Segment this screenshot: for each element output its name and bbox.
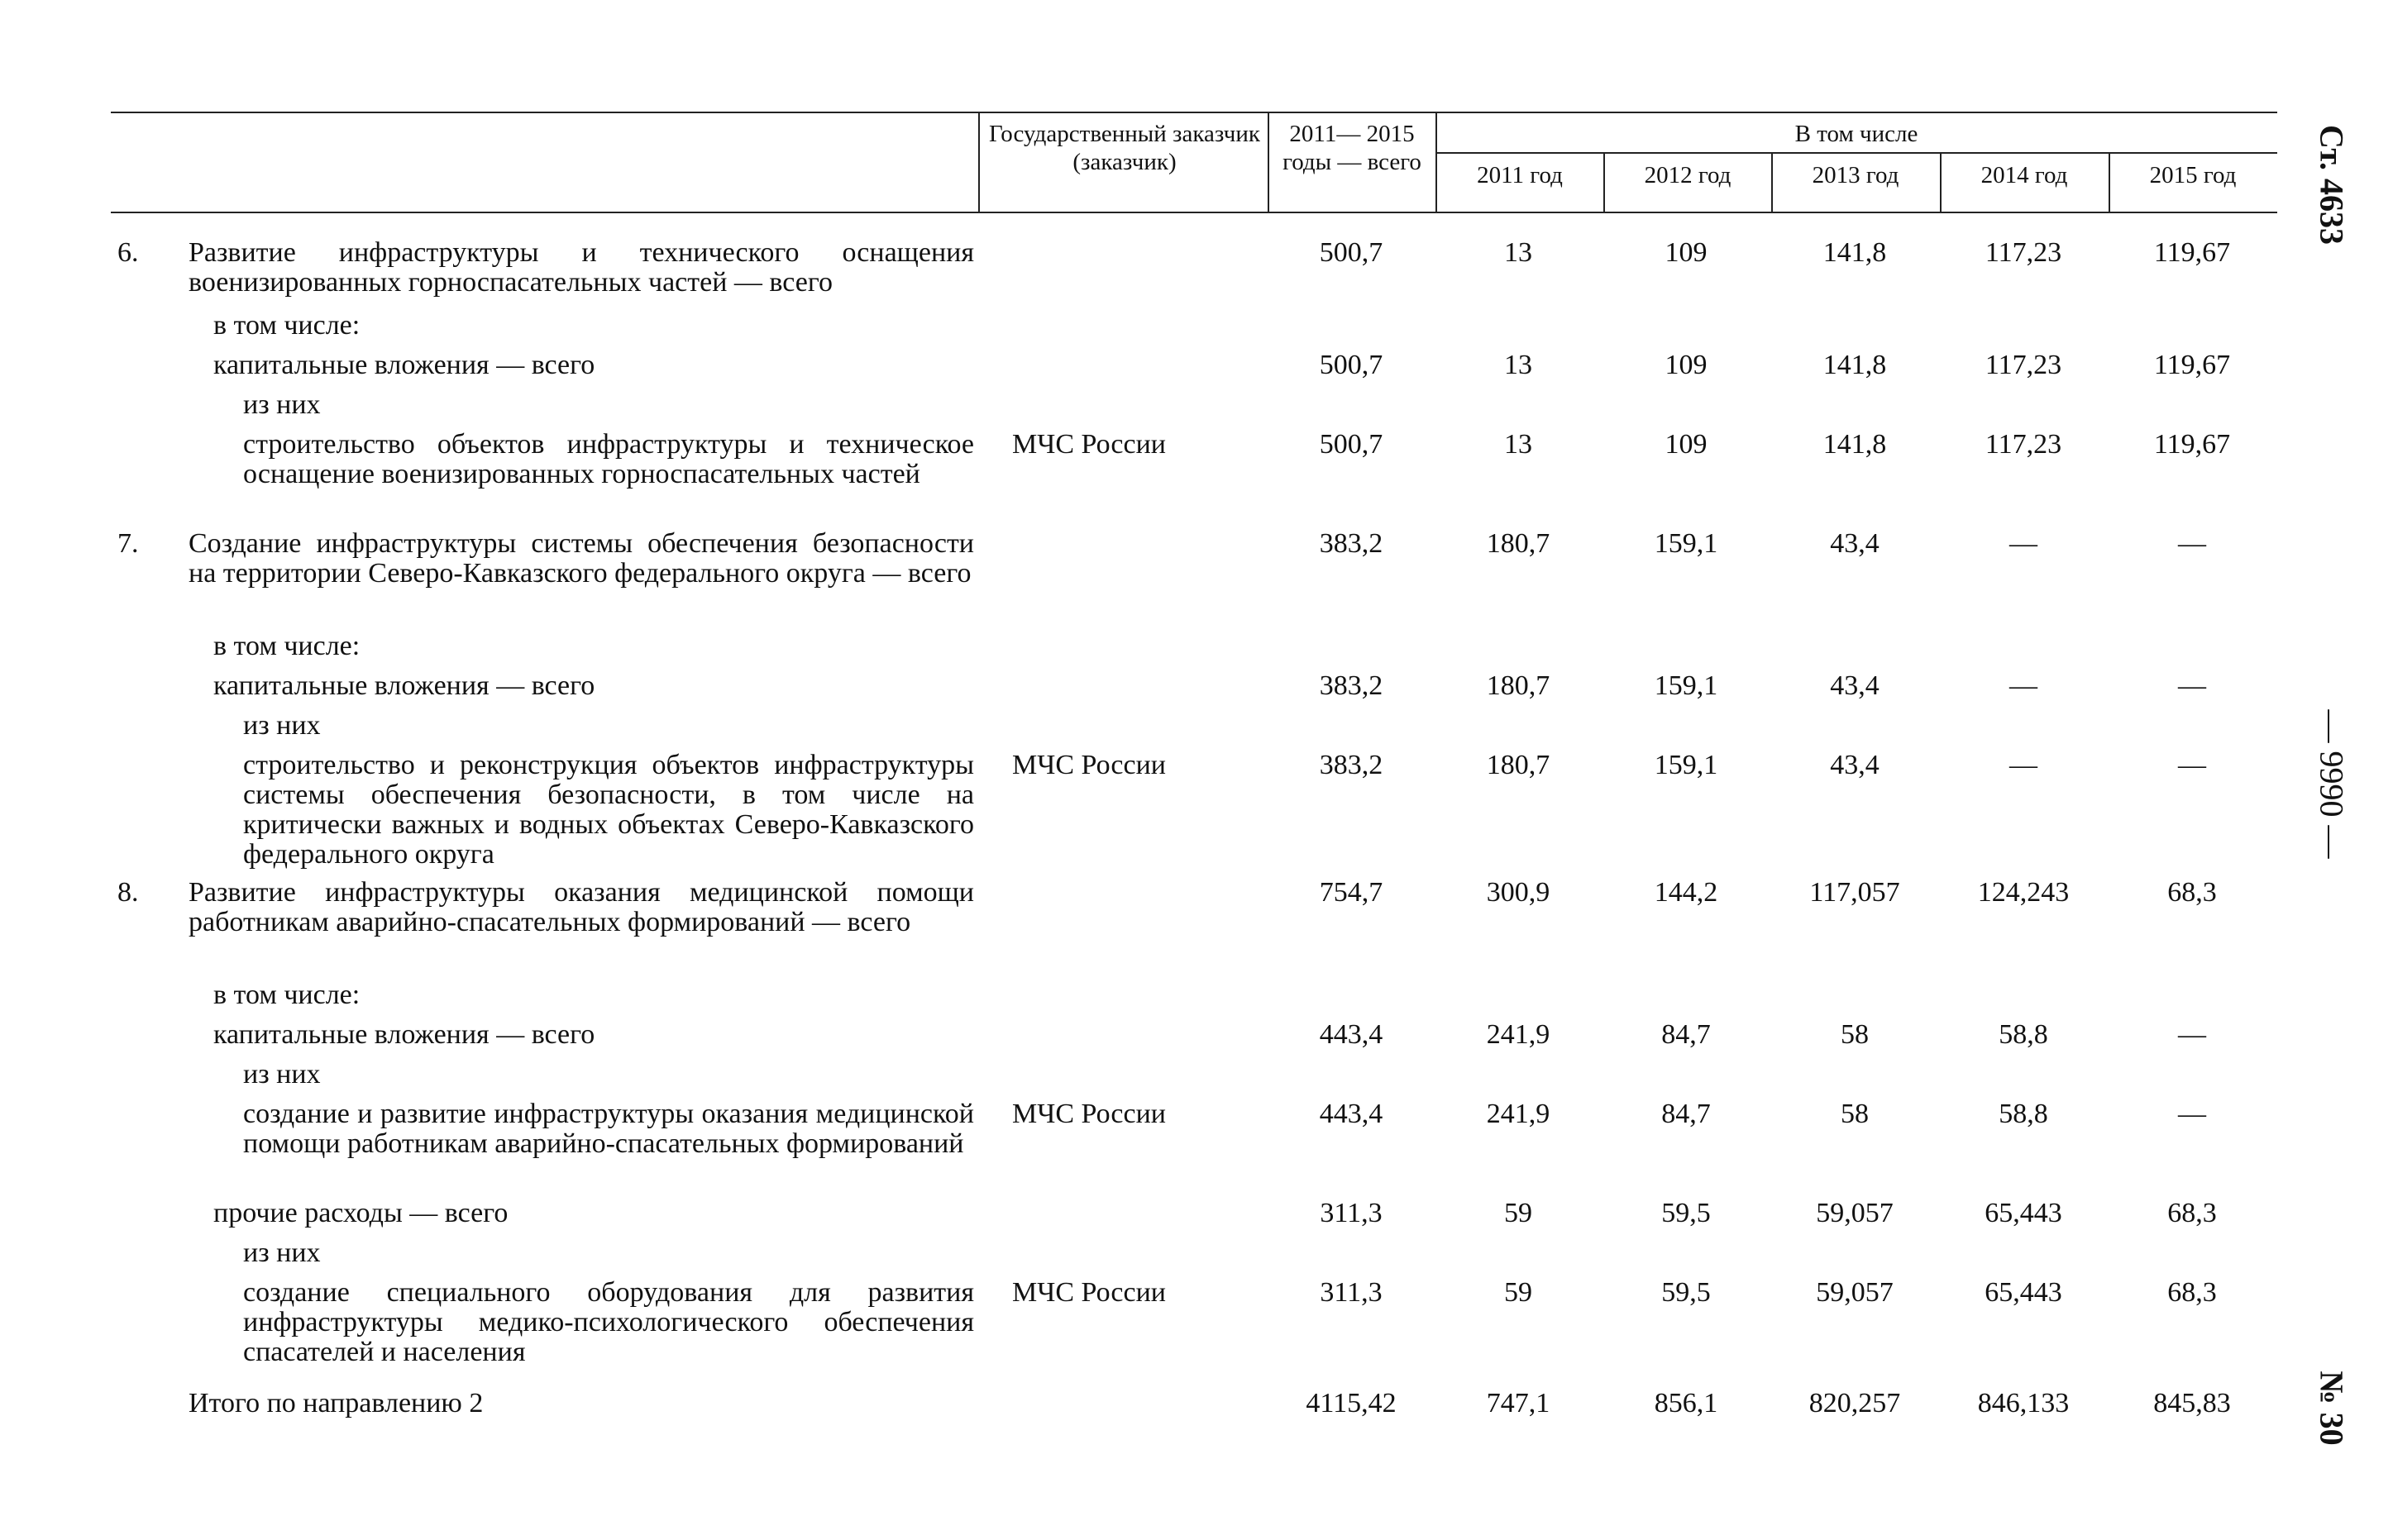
row-value-2011: 13 bbox=[1504, 429, 1532, 460]
row-customer: МЧС России bbox=[1012, 429, 1166, 460]
row-name: из них bbox=[243, 389, 321, 420]
row-customer: МЧС России bbox=[1012, 750, 1166, 780]
row-name: Итого по направлению 2 bbox=[189, 1388, 484, 1418]
row-value-2012: 159,1 bbox=[1654, 528, 1718, 559]
header-year-2015: 2015 год bbox=[2149, 162, 2237, 188]
row-name: строительство и реконструкция объектов инфраструктуры системы обеспечения безопасности, в том числе на критически важных и водных объектах Северо-Кавказского федерального округа bbox=[243, 750, 974, 870]
col-sep-5 bbox=[1771, 152, 1773, 213]
row-name: Развитие инфраструктуры оказания медицинской помощи работникам аварийно-спасательных формирований — всего bbox=[189, 877, 974, 937]
row-value-2011: 13 bbox=[1504, 237, 1532, 268]
row-value-2012: 159,1 bbox=[1654, 750, 1718, 780]
row-total: 383,2 bbox=[1319, 528, 1383, 559]
row-value-2011: 13 bbox=[1504, 350, 1532, 380]
row-value-2014: 58,8 bbox=[1999, 1019, 2048, 1050]
row-total: 500,7 bbox=[1319, 429, 1383, 460]
row-value-2013: 141,8 bbox=[1822, 350, 1887, 380]
row-value-2012: 109 bbox=[1665, 237, 1708, 268]
row-value-2012: 59,5 bbox=[1661, 1198, 1711, 1228]
row-name: в том числе: bbox=[213, 631, 361, 661]
row-value-2011: 180,7 bbox=[1486, 750, 1550, 780]
col-sep-2 bbox=[1268, 112, 1269, 213]
including-rule bbox=[1435, 152, 2277, 154]
col-sep-3 bbox=[1435, 112, 1437, 213]
row-value-2013: 820,257 bbox=[1808, 1388, 1901, 1418]
row-name: Развитие инфраструктуры и технического оснащения военизированных горноспасательных частей — всего bbox=[189, 237, 974, 298]
row-total: 4115,42 bbox=[1306, 1388, 1397, 1418]
header-year-2013: 2013 год bbox=[1812, 162, 1899, 188]
row-value-2012: 84,7 bbox=[1661, 1099, 1711, 1129]
row-value-2014: 117,23 bbox=[1985, 237, 2062, 268]
row-value-2011: 59 bbox=[1504, 1198, 1532, 1228]
col-sep-4 bbox=[1603, 152, 1605, 213]
row-value-2015: 119,67 bbox=[2153, 429, 2231, 460]
row-value-2013: 43,4 bbox=[1830, 670, 1880, 701]
row-value-2011: 180,7 bbox=[1486, 670, 1550, 701]
row-value-2013: 141,8 bbox=[1822, 237, 1887, 268]
row-value-2012: 59,5 bbox=[1661, 1277, 1711, 1308]
row-name: в том числе: bbox=[213, 980, 361, 1010]
header-including: В том числе bbox=[1794, 121, 1918, 147]
header-year-2012: 2012 год bbox=[1644, 162, 1731, 188]
row-total: 311,3 bbox=[1320, 1198, 1383, 1228]
row-value-2012: 144,2 bbox=[1654, 877, 1718, 908]
row-total: 383,2 bbox=[1319, 750, 1383, 780]
row-total: 754,7 bbox=[1319, 877, 1383, 908]
row-value-2015: 68,3 bbox=[2167, 877, 2217, 908]
row-total: 383,2 bbox=[1319, 670, 1383, 701]
row-value-2013: 43,4 bbox=[1830, 528, 1880, 559]
row-value-2014: 58,8 bbox=[1999, 1099, 2048, 1129]
header-year-2014: 2014 год bbox=[1980, 162, 2068, 188]
row-value-2015: — bbox=[2178, 670, 2206, 701]
row-value-2015: 68,3 bbox=[2167, 1277, 2217, 1308]
row-value-2013: 43,4 bbox=[1830, 750, 1880, 780]
row-name: капитальные вложения — всего bbox=[213, 350, 595, 380]
row-total: 500,7 bbox=[1319, 350, 1383, 380]
row-value-2014: — bbox=[2009, 528, 2037, 559]
row-value-2014: 117,23 bbox=[1985, 429, 2062, 460]
margin-page-number: — 9990 — bbox=[2313, 709, 2351, 859]
row-value-2014: 65,443 bbox=[1985, 1198, 2062, 1228]
row-value-2011: 241,9 bbox=[1486, 1099, 1550, 1129]
row-value-2013: 141,8 bbox=[1822, 429, 1887, 460]
row-value-2015: — bbox=[2178, 750, 2206, 780]
row-name: создание специального оборудования для развития инфраструктуры медико-психологического обеспечения спасателей и населения bbox=[243, 1277, 974, 1367]
row-value-2013: 58 bbox=[1841, 1099, 1869, 1129]
row-value-2013: 59,057 bbox=[1816, 1277, 1894, 1308]
row-total: 443,4 bbox=[1319, 1099, 1383, 1129]
row-name: из них bbox=[243, 1059, 321, 1089]
header-year-2011: 2011 год bbox=[1477, 162, 1563, 188]
header-customer: Государственный заказчик (заказчик) bbox=[989, 121, 1260, 175]
margin-issue: № 30 bbox=[2313, 1371, 2351, 1446]
header-top-rule bbox=[111, 112, 2277, 113]
row-number: 6. bbox=[117, 237, 139, 268]
row-name: в том числе: bbox=[213, 310, 361, 341]
row-customer: МЧС России bbox=[1012, 1277, 1166, 1308]
row-value-2015: 845,83 bbox=[2153, 1388, 2231, 1418]
row-value-2011: 300,9 bbox=[1486, 877, 1550, 908]
row-value-2014: — bbox=[2009, 670, 2037, 701]
row-value-2011: 180,7 bbox=[1486, 528, 1550, 559]
row-value-2011: 59 bbox=[1504, 1277, 1532, 1308]
row-name: создание и развитие инфраструктуры оказания медицинской помощи работникам аварийно-спасательных формирований bbox=[243, 1099, 974, 1159]
row-customer: МЧС России bbox=[1012, 1099, 1166, 1129]
row-name: капитальные вложения — всего bbox=[213, 670, 595, 701]
row-value-2011: 747,1 bbox=[1486, 1388, 1550, 1418]
row-value-2012: 109 bbox=[1665, 429, 1708, 460]
row-value-2011: 241,9 bbox=[1486, 1019, 1550, 1050]
row-number: 8. bbox=[117, 877, 139, 908]
row-name: из них bbox=[243, 710, 321, 741]
row-value-2014: 65,443 bbox=[1985, 1277, 2062, 1308]
header-bottom-rule bbox=[111, 212, 2277, 213]
row-value-2012: 856,1 bbox=[1654, 1388, 1718, 1418]
row-value-2015: — bbox=[2178, 1099, 2206, 1129]
row-value-2015: — bbox=[2178, 1019, 2206, 1050]
row-value-2013: 117,057 bbox=[1809, 877, 1900, 908]
col-sep-6 bbox=[1940, 152, 1942, 213]
row-name: строительство объектов инфраструктуры и техническое оснащение военизированных горноспасательных частей bbox=[243, 429, 974, 489]
row-name: прочие расходы — всего bbox=[213, 1198, 509, 1228]
row-name: из них bbox=[243, 1237, 321, 1268]
row-value-2012: 159,1 bbox=[1654, 670, 1718, 701]
col-sep-1 bbox=[978, 112, 980, 213]
row-value-2015: 119,67 bbox=[2153, 237, 2231, 268]
row-number: 7. bbox=[117, 528, 139, 559]
margin-article: Ст. 4633 bbox=[2313, 125, 2351, 245]
row-value-2015: — bbox=[2178, 528, 2206, 559]
row-value-2014: 124,243 bbox=[1977, 877, 2070, 908]
row-name: капитальные вложения — всего bbox=[213, 1019, 595, 1050]
row-value-2013: 59,057 bbox=[1816, 1198, 1894, 1228]
row-value-2015: 119,67 bbox=[2153, 350, 2231, 380]
row-value-2014: — bbox=[2009, 750, 2037, 780]
row-total: 500,7 bbox=[1319, 237, 1383, 268]
row-total: 443,4 bbox=[1319, 1019, 1383, 1050]
col-sep-7 bbox=[2109, 152, 2110, 213]
row-value-2015: 68,3 bbox=[2167, 1198, 2217, 1228]
row-total: 311,3 bbox=[1320, 1277, 1383, 1308]
row-value-2014: 846,133 bbox=[1977, 1388, 2070, 1418]
row-value-2012: 109 bbox=[1665, 350, 1708, 380]
header-total: 2011— 2015 годы — всего bbox=[1282, 121, 1421, 175]
row-value-2014: 117,23 bbox=[1985, 350, 2062, 380]
row-value-2012: 84,7 bbox=[1661, 1019, 1711, 1050]
row-name: Создание инфраструктуры системы обеспечения безопасности на территории Северо-Кавказского федерального округа — всего bbox=[189, 528, 974, 589]
row-value-2013: 58 bbox=[1841, 1019, 1869, 1050]
